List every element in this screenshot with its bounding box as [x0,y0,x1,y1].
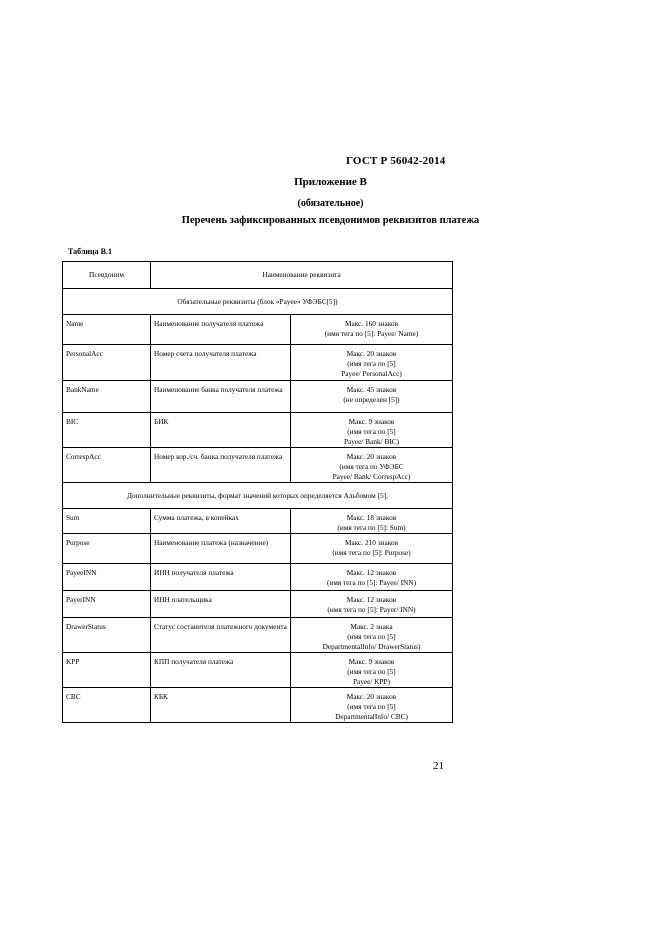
format-line: Макс. 9 знаков [348,417,395,426]
format-cell [291,413,453,448]
alias-cell: KPP [63,653,151,688]
description-cell: Наименование банка получателя платежа [151,381,291,413]
appendix-heading: Перечень зафиксированных псевдонимов реквизитов платежа [181,215,480,226]
format-line: (имя тега по [5] [347,702,396,711]
format-cell [291,345,453,381]
description-cell: ИНН плательщика [151,591,291,618]
format-line: Payee/ Bank/ BIC) [343,437,400,446]
format-line: Макс. 12 знаков [346,568,397,577]
column-header-requisite: Наименование реквизита [151,262,453,289]
description-cell: БИК [151,413,291,448]
table-row [63,564,453,591]
table-label: Таблица В.1 [68,247,112,256]
format-cell [291,688,453,723]
format-cell [291,534,453,564]
format-line: DepartmentalInfo/ CBC) [335,712,408,721]
description-cell: Номер кор./сч. банка получателя платежа [151,448,291,483]
format-line: (имя тега по [5] [347,359,396,368]
format-line: DepartmentalInfo/ DrawerStatus) [322,642,421,651]
format-cell [291,653,453,688]
alias-cell: Name [63,315,151,345]
format-line: Макс. 9 знаков [348,657,395,666]
format-line: Макс. 160 знаков [344,319,399,328]
description-cell: Наименование платежа (назначение) [151,534,291,564]
page-number: 21 [433,760,444,772]
format-line: Макс. 20 знаков [346,692,397,701]
table-row [63,345,453,381]
table-row [63,534,453,564]
format-line: Макс. 20 знаков [346,452,397,461]
format-line: (имя тега по [5] [347,427,396,436]
description-cell: ИНН получателя платежа [151,564,291,591]
format-line: Макс. 2 знака [350,622,393,631]
standard-code: ГОСТ Р 56042-2014 [346,155,446,167]
format-cell [291,618,453,653]
table-row [63,591,453,618]
format-cell [291,591,453,618]
table-body [63,289,453,723]
table-row [63,315,453,345]
alias-cell: Purpose [63,534,151,564]
format-line: (не определен [5]) [343,395,400,404]
section-row [63,289,453,315]
table-header-row [63,262,453,289]
format-line: Макс. 20 знаков [346,349,397,358]
format-cell [291,564,453,591]
format-line: (имя тега по [5]: Payee/ INN) [326,578,417,587]
format-line: (имя тега по [5] [347,632,396,641]
alias-cell: DrawerStatus [63,618,151,653]
format-line: Макс. 45 знаков [346,385,397,394]
format-cell [291,315,453,345]
format-cell [291,448,453,483]
description-cell: Статус составителя платежного документа [151,618,291,653]
section-title: Обязательные реквизиты (блок «Payee» УФЭБС[5]) [63,289,453,315]
format-line: (имя тега по [5]: Purpose) [332,548,411,557]
alias-cell: BIC [63,413,151,448]
table-row [63,509,453,534]
table-row [63,413,453,448]
format-line: (имя тега по [5]: Payer/ INN) [327,605,416,614]
alias-cell: CorrespAcc [63,448,151,483]
format-cell [291,509,453,534]
table-row [63,448,453,483]
alias-cell: CBC [63,688,151,723]
format-line: Макс. 12 знаков [346,595,397,604]
format-line: (имя тега по [5]: Sum) [337,523,406,532]
alias-cell: PayeeINN [63,564,151,591]
description-cell: Номер счета получателя платежа [151,345,291,381]
format-line: (имя тега по [5] [347,667,396,676]
appendix-status: (обязательное) [297,198,364,209]
alias-cell: Sum [63,509,151,534]
description-cell: КПП получателя платежа [151,653,291,688]
alias-cell: BankName [63,381,151,413]
table-row [63,381,453,413]
format-line: Payee/ KPP) [352,677,391,686]
description-cell: КБК [151,688,291,723]
format-line: (имя тега по [5]: Payee/ Name) [324,329,419,338]
table-row [63,688,453,723]
format-line: Payee/ Bank/ CorrespAcc) [332,472,411,481]
format-cell [291,381,453,413]
table-row [63,618,453,653]
alias-cell: PayerINN [63,591,151,618]
format-line: Макс. 210 знаков [344,538,399,547]
table-row [63,653,453,688]
requisites-table [62,261,453,723]
format-line: (имя тега по УФЭБС [339,462,404,471]
format-line: Макс. 18 знаков [346,513,397,522]
appendix-title: Приложение В [294,176,367,188]
description-cell: Сумма платежа, в копейках [151,509,291,534]
description-cell: Наименование получателя платежа [151,315,291,345]
format-line: Payee/ PersonalAcc) [341,369,402,378]
section-title: Дополнительные реквизиты, формат значений которых определяется Альбомом [5]. [63,483,453,509]
column-header-alias: Псевдоним [63,262,151,289]
section-row [63,483,453,509]
alias-cell: PersonalAcc [63,345,151,381]
